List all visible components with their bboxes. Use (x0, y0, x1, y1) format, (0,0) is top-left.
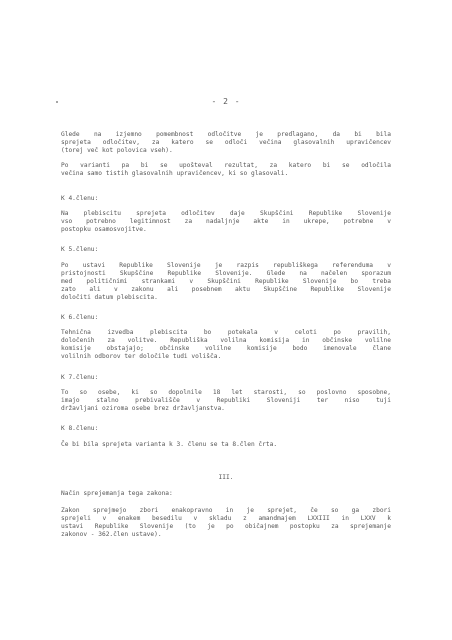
text-line: komisije obstajajo; občinske volilne komisije bodo imenovale člane (61, 345, 391, 353)
paragraph-variant (61, 162, 391, 178)
text-line: vso potrebno legitimnost za nadaljnje akte in ukrepe, potrebne v (61, 218, 391, 226)
section-k8 (61, 425, 391, 433)
section-heading: K 8.členu: (61, 425, 99, 432)
text-line: zato ali v zakonu ali posebnem aktu Skupščine Republike Slovenije (61, 286, 391, 294)
text-line: zakonov - 362.člen ustave). (61, 531, 162, 539)
section-procedure (61, 490, 391, 498)
text-line: večina samo tistih glasovalnih upravičencev, ki so glasovali. (61, 170, 289, 178)
text-line: Glede na izjemno pomembnost odločitve je predlagano, da bi bila (61, 131, 391, 138)
section-procedure-body (61, 507, 391, 539)
section-k7 (61, 374, 391, 382)
text-line: postopku osamosvojitve. (61, 226, 147, 234)
text-line: sprejeli v enakem besedilu v skladu z amandmajem LXXIII in LXXV k (61, 515, 391, 523)
text-line: državljani oziroma osebe brez državljanstva. (61, 405, 225, 413)
section-k4-body (61, 210, 391, 234)
section-k5-body (61, 262, 391, 302)
text-line: pristojnosti Skupščine Republike Slovenije. Glede na načelen sporazum (61, 270, 391, 278)
text-line: določenih za volitve. Republiška volilna komisija in občinske volilne (61, 337, 391, 345)
text-line: Na plebiscitu sprejeta odločitev daje Skupščini Republike Slovenije (61, 210, 391, 217)
page-number: - 2 - (211, 97, 241, 106)
text-line: To so osebe, ki so dopolnile 18 let starosti, so poslovno sposobne, (61, 389, 391, 396)
text-line: Če bi bila sprejeta varianta k 3. členu se ta 8.člen črta. (61, 441, 278, 448)
text-line: (torej več kot polovica vseh). (61, 147, 173, 155)
section-roman-numeral (61, 474, 391, 482)
paragraph-intro (61, 131, 391, 155)
section-heading: K 6.členu: (61, 314, 99, 321)
section-k6-body (61, 329, 391, 361)
text-line: volilnih odborov ter določile tudi volišča. (61, 353, 222, 361)
text-line: Po ustavi Republike Slovenije je razpis republiškega referenduma v (61, 262, 391, 269)
section-k7-body (61, 389, 391, 413)
section-heading: K 4.členu: (61, 195, 99, 202)
section-heading: K 5.členu: (61, 246, 99, 253)
text-line: Zakon sprejmejo zbori enakopravno in je sprejet, če so ga zbori (61, 507, 391, 514)
text-line: določiti datum plebiscita. (61, 294, 158, 302)
section-k6 (61, 314, 391, 322)
roman-heading: III. (218, 474, 234, 481)
section-heading: K 7.členu: (61, 374, 99, 381)
text-line: ustavi Republike Slovenije (to je po običajnem postopku za sprejemanje (61, 523, 391, 531)
text-line: Po varianti pa bi se upošteval rezultat, za katero bi se odločila (61, 162, 391, 169)
text-line: med političnimi strankami v Skupščini Republike Slovenije bo treba (61, 278, 391, 286)
text-line: sprejeta odločitev, za katero se odloči večina glasovalnih upravičencev (61, 139, 391, 147)
section-heading: Način sprejemanja tega zakona: (61, 490, 173, 497)
section-k8-body (61, 441, 391, 449)
text-line: imajo stalno prebivališče v Republiki Sloveniji ter niso tuji (61, 397, 391, 405)
section-k5 (61, 246, 391, 254)
text-line: Tehnična izvedba plebiscita bo potekala v celoti po pravilih, (61, 329, 391, 336)
section-k4 (61, 195, 391, 203)
